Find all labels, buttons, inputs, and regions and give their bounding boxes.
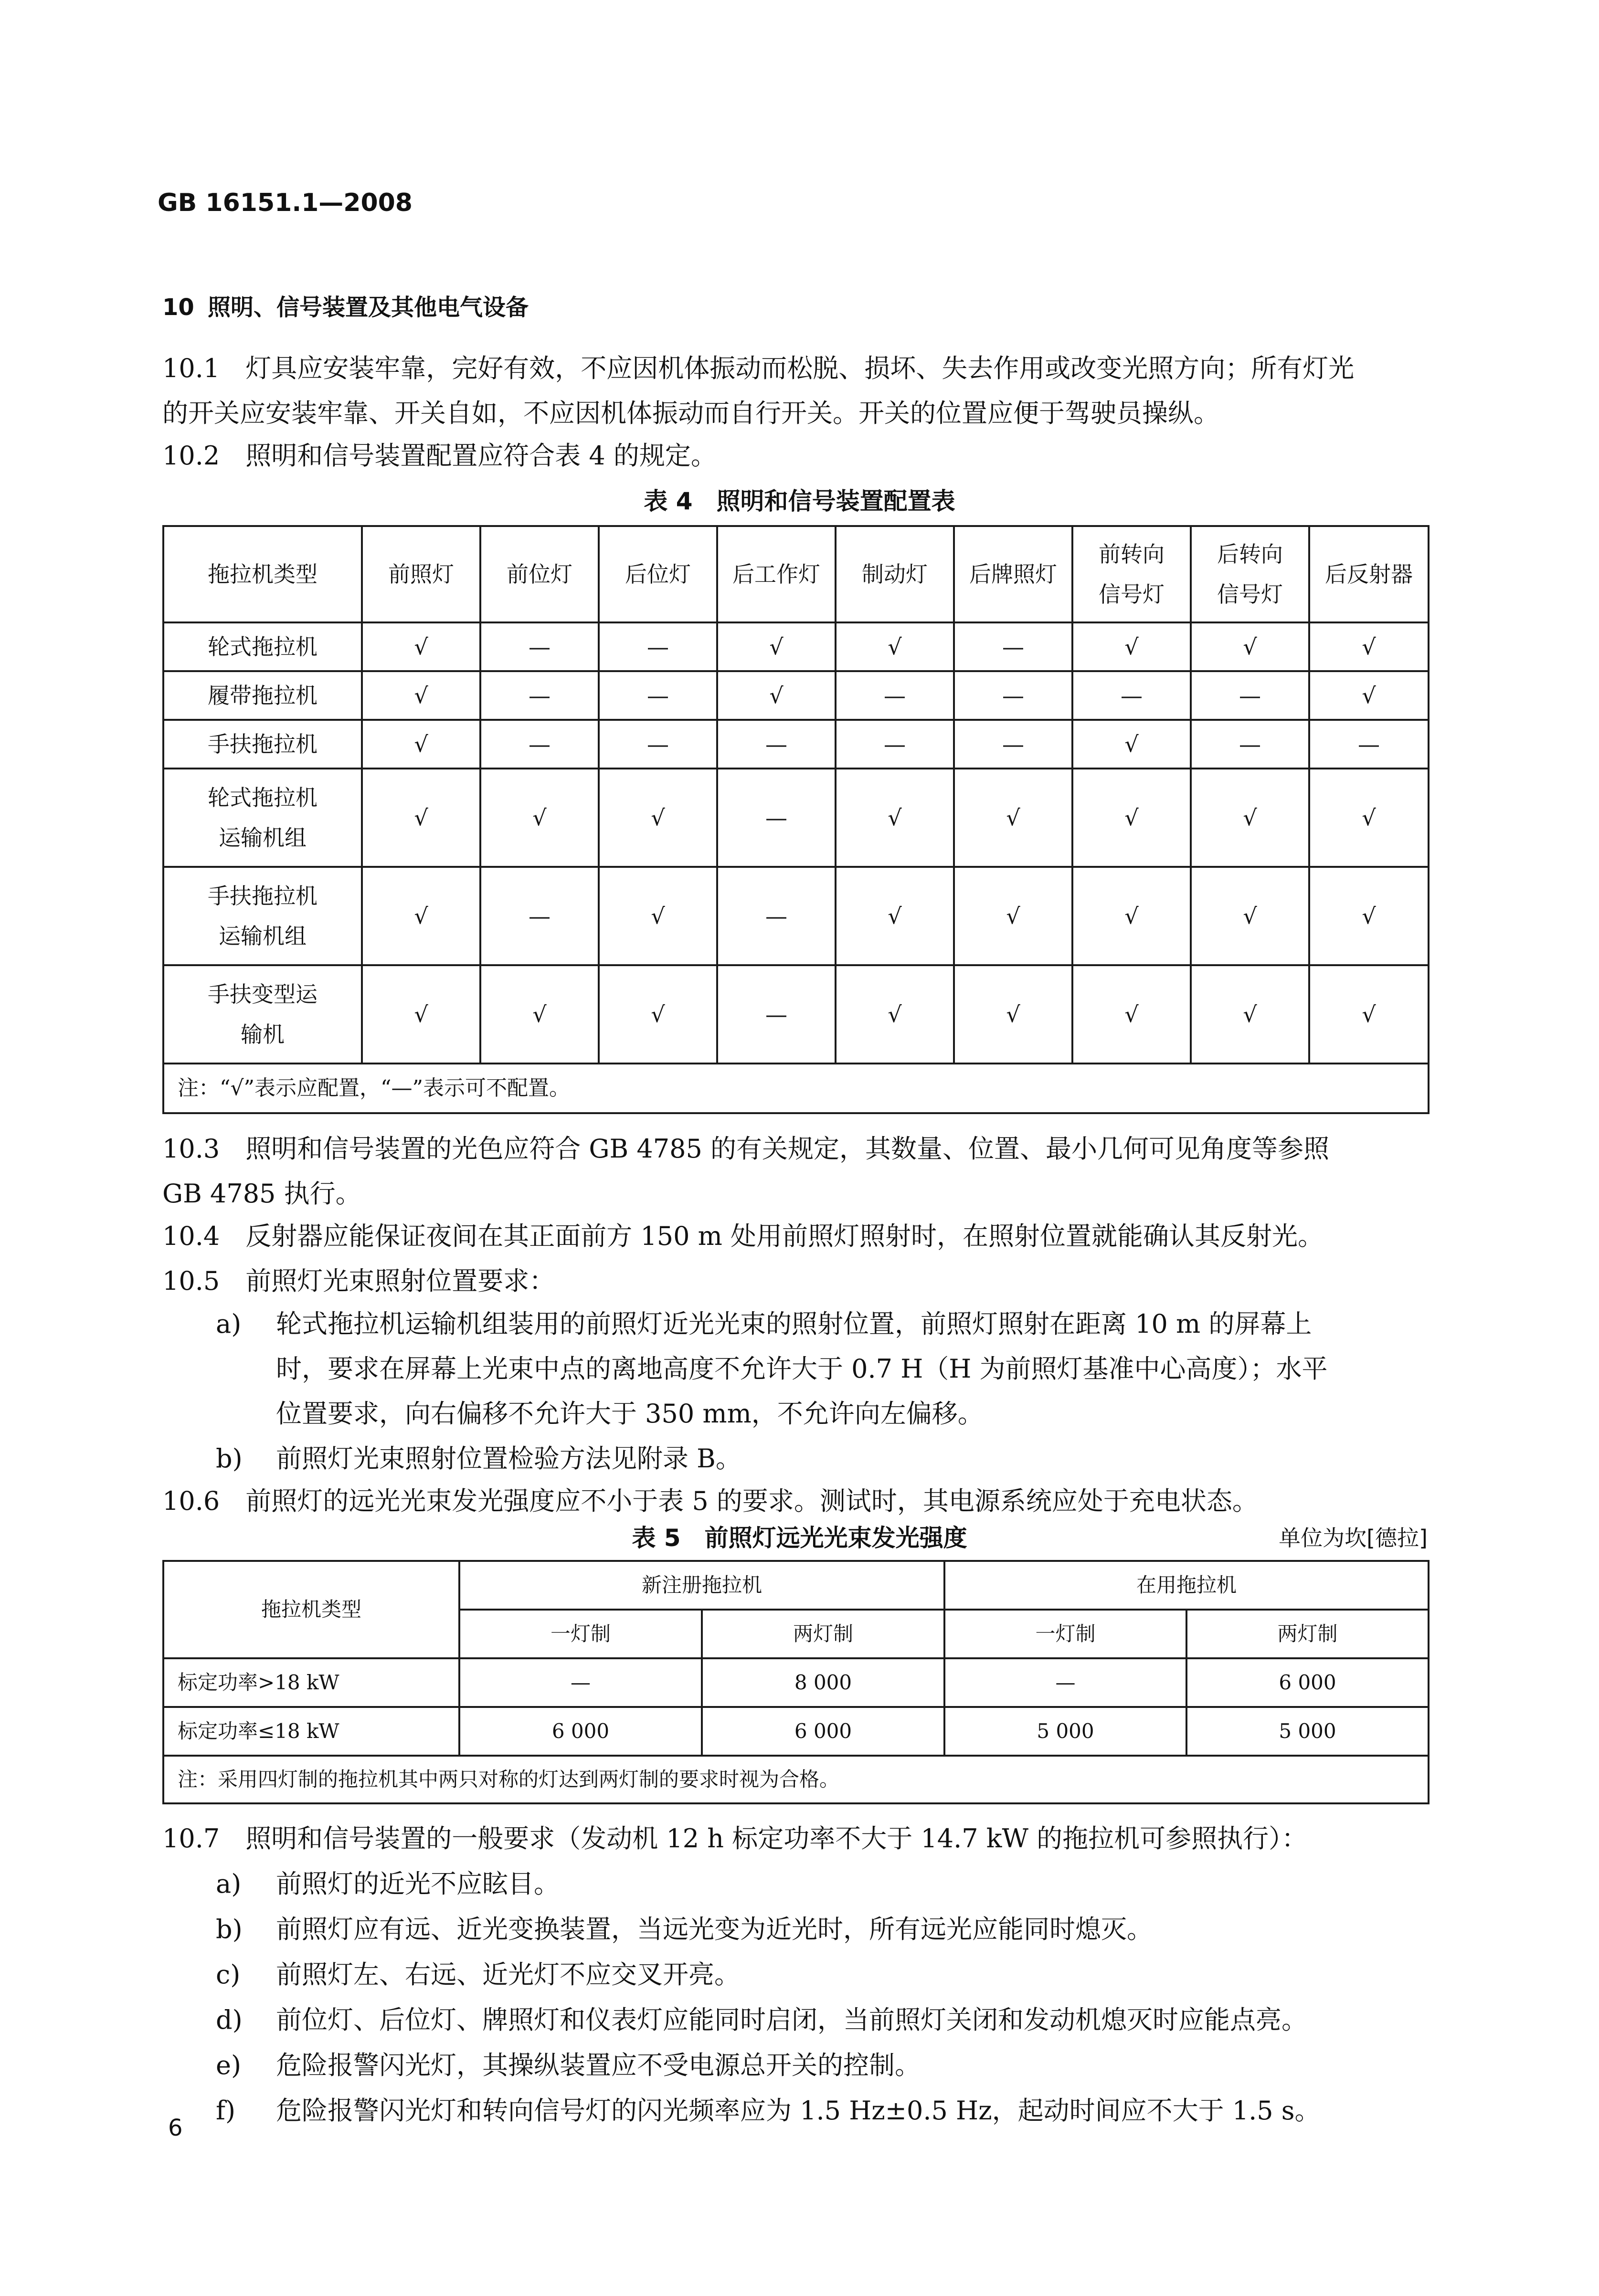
table4-header-cell: 制动灯 [836,526,954,622]
table5-cell: 标定功率>18 kW [163,1658,459,1707]
clause-10-5-head: 10.5 前照灯光束照射位置要求： [162,1266,555,1296]
table4-header-cell: 后位灯 [599,526,717,622]
table4-cell: √ [362,622,480,671]
table5-cell: 标定功率≤18 kW [163,1707,459,1756]
table4-note: 注：“√”表示应配置，“—”表示可不配置。 [163,1064,1429,1113]
table4-cell: √ [1309,769,1429,867]
table4-cell: — [717,769,836,867]
table4-cell: √ [599,965,717,1064]
table5-header-new: 新注册拖拉机 [459,1561,944,1610]
table4-header-cell: 前转向 信号灯 [1072,526,1191,622]
section-title: 照明、信号装置及其他电气设备 [208,294,529,321]
list-item-label: a) [216,1869,242,1899]
table4-cell: √ [954,867,1072,965]
page-number: 6 [168,2115,183,2141]
table4-cell: — [599,720,717,769]
table5-subheader-used-one: 一灯制 [944,1610,1186,1658]
list-item-label: c) [216,1959,241,1990]
table4-cell: √ [1072,965,1191,1064]
list-item: 前照灯左、右远、近光灯不应交叉开亮。 [276,1959,740,1990]
table5-cell: 6 000 [702,1707,944,1756]
table4-cell: √ [836,769,954,867]
table5-unit: 单位为坎[德拉] [1279,1525,1428,1551]
table4-cell: √ [1309,622,1429,671]
table4-cell: √ [717,671,836,720]
table5-header-used: 在用拖拉机 [944,1561,1429,1610]
table5-cell: 5 000 [944,1707,1186,1756]
table5-cell: 6 000 [1186,1658,1429,1707]
lighting-config-table [162,525,1430,1114]
table4-cell: — [480,671,599,720]
headlamp-intensity-table [162,1560,1430,1804]
section-number: 10 [162,294,194,321]
list-item: 危险报警闪光灯和转向信号灯的闪光频率应为 1.5 Hz±0.5 Hz，起动时间应不大于 1.5 s。 [276,2096,1321,2126]
table4-cell: √ [836,622,954,671]
table4-cell: — [836,720,954,769]
table4-cell: 轮式拖拉机 [163,622,362,671]
clause-10-5-b-label: b) [216,1443,243,1474]
table4-caption: 表 4 照明和信号装置配置表 [644,487,955,515]
table4-cell: — [1191,720,1309,769]
clause-10-2: 10.2 照明和信号装置配置应符合表 4 的规定。 [162,441,717,471]
table4-cell: — [717,965,836,1064]
table4-cell: √ [836,867,954,965]
table4-cell: 轮式拖拉机 运输机组 [163,769,362,867]
clause-10-4: 10.4 反射器应能保证夜间在其正面前方 150 m 处用前照灯照射时，在照射位置就能确认其反射光。 [162,1221,1324,1251]
clause-10-5-a-line1: 轮式拖拉机运输机组装用的前照灯近光光束的照射位置，前照灯照射在距离 10 m 的屏幕上 [276,1309,1312,1339]
list-item-label: f) [216,2096,236,2126]
table4-header-cell: 前位灯 [480,526,599,622]
table4-cell: √ [1072,867,1191,965]
table4-cell: √ [1191,769,1309,867]
table4-header-cell: 前照灯 [362,526,480,622]
list-item: 前位灯、后位灯、牌照灯和仪表灯应能同时启闭，当前照灯关闭和发动机熄灭时应能点亮。 [276,2005,1307,2035]
table-row [163,1707,1429,1756]
table4-cell: √ [1309,867,1429,965]
clause-10-3-line2: GB 4785 执行。 [162,1179,361,1209]
table4-cell: √ [480,965,599,1064]
table4-cell: √ [1191,867,1309,965]
table4-cell: — [954,622,1072,671]
clause-10-1-line1: 10.1 灯具应安装牢靠，完好有效，不应因机体振动而松脱、损坏、失去作用或改变光照方向；所有灯光 [162,353,1355,383]
table4-cell: — [954,671,1072,720]
table4-cell: √ [1191,965,1309,1064]
table4-cell: 手扶拖拉机 运输机组 [163,867,362,965]
table4-cell: √ [362,671,480,720]
table4-cell: √ [362,965,480,1064]
table4-cell: — [480,720,599,769]
table4-cell: √ [954,769,1072,867]
table-row [163,1658,1429,1707]
clause-10-3-line1: 10.3 照明和信号装置的光色应符合 GB 4785 的有关规定，其数量、位置、最小几何可见角度等参照 [162,1134,1329,1164]
table5-cell: — [459,1658,702,1707]
table4-cell: √ [1072,769,1191,867]
table-row [163,769,1429,867]
clause-10-6: 10.6 前照灯的远光光束发光强度应不小于表 5 的要求。测试时，其电源系统应处于充电状态。 [162,1486,1258,1516]
table4-cell: √ [1309,671,1429,720]
table4-cell: — [599,622,717,671]
table4-header-cell: 后转向 信号灯 [1191,526,1309,622]
table4-cell: √ [599,769,717,867]
table5-subheader-used-two: 两灯制 [1186,1610,1429,1658]
table4-cell: — [836,671,954,720]
table4-cell: — [1309,720,1429,769]
table5-note: 注：采用四灯制的拖拉机其中两只对称的灯达到两灯制的要求时视为合格。 [163,1756,1429,1803]
table4-cell: √ [717,622,836,671]
table-row [163,965,1429,1064]
table-row [163,671,1429,720]
list-item: 前照灯的近光不应眩目。 [276,1869,560,1899]
table4-cell: √ [1072,720,1191,769]
table-row [163,867,1429,965]
table4-cell: 履带拖拉机 [163,671,362,720]
clause-10-5-b-line1: 前照灯光束照射位置检验方法见附录 B。 [276,1443,741,1474]
list-item: 前照灯应有远、近光变换装置，当远光变为近光时，所有远光应能同时熄灭。 [276,1914,1153,1944]
table4-header-cell: 后牌照灯 [954,526,1072,622]
table-row [163,622,1429,671]
table4-cell: √ [954,965,1072,1064]
table5-subheader-new-two: 两灯制 [702,1610,944,1658]
table-row [163,720,1429,769]
table4-cell: √ [836,965,954,1064]
section-heading [162,289,529,322]
table4-cell: 手扶变型运 输机 [163,965,362,1064]
table4-cell: — [1191,671,1309,720]
table4-header-cell: 拖拉机类型 [163,526,362,622]
table4-cell: — [717,720,836,769]
table5-cell: — [944,1658,1186,1707]
clause-10-7-head: 10.7 照明和信号装置的一般要求（发动机 12 h 标定功率不大于 14.7 kW 的拖拉机可参照执行）： [162,1823,1308,1854]
table4-cell: √ [1309,965,1429,1064]
table5-header-type: 拖拉机类型 [163,1561,459,1658]
table5-caption: 表 5 前照灯远光光束发光强度 [632,1524,967,1552]
clause-10-5-a-line2: 时，要求在屏幕上光束中点的离地高度不允许大于 0.7 H（H 为前照灯基准中心高度）；水平 [276,1354,1328,1384]
table4-header-cell: 后反射器 [1309,526,1429,622]
table4-cell: √ [362,867,480,965]
table5-cell: 8 000 [702,1658,944,1707]
clause-10-1-line2: 的开关应安装牢靠、开关自如，不应因机体振动而自行开关。开关的位置应便于驾驶员操纵。 [162,398,1219,428]
table5-cell: 6 000 [459,1707,702,1756]
list-item-label: e) [216,2050,242,2080]
table4-cell: √ [599,867,717,965]
table4-cell: √ [362,769,480,867]
table4-cell: — [717,867,836,965]
table4-cell: √ [1072,622,1191,671]
list-item: 危险报警闪光灯，其操纵装置应不受电源总开关的控制。 [276,2050,921,2080]
table5-subheader-new-one: 一灯制 [459,1610,702,1658]
list-item-label: b) [216,1914,243,1944]
table4-cell: √ [1191,622,1309,671]
table5-cell: 5 000 [1186,1707,1429,1756]
list-item-label: d) [216,2005,243,2035]
table4-cell: — [480,622,599,671]
table4-header-cell: 后工作灯 [717,526,836,622]
table4-cell: √ [362,720,480,769]
standard-code: GB 16151.1—2008 [158,189,413,217]
clause-10-5-a-line3: 位置要求，向右偏移不允许大于 350 mm，不允许向左偏移。 [276,1399,984,1429]
table4-cell: — [599,671,717,720]
table4-cell: 手扶拖拉机 [163,720,362,769]
table4-cell: — [954,720,1072,769]
table4-cell: √ [480,769,599,867]
table4-cell: — [1072,671,1191,720]
clause-10-5-a-label: a) [216,1309,242,1339]
table4-cell: — [480,867,599,965]
